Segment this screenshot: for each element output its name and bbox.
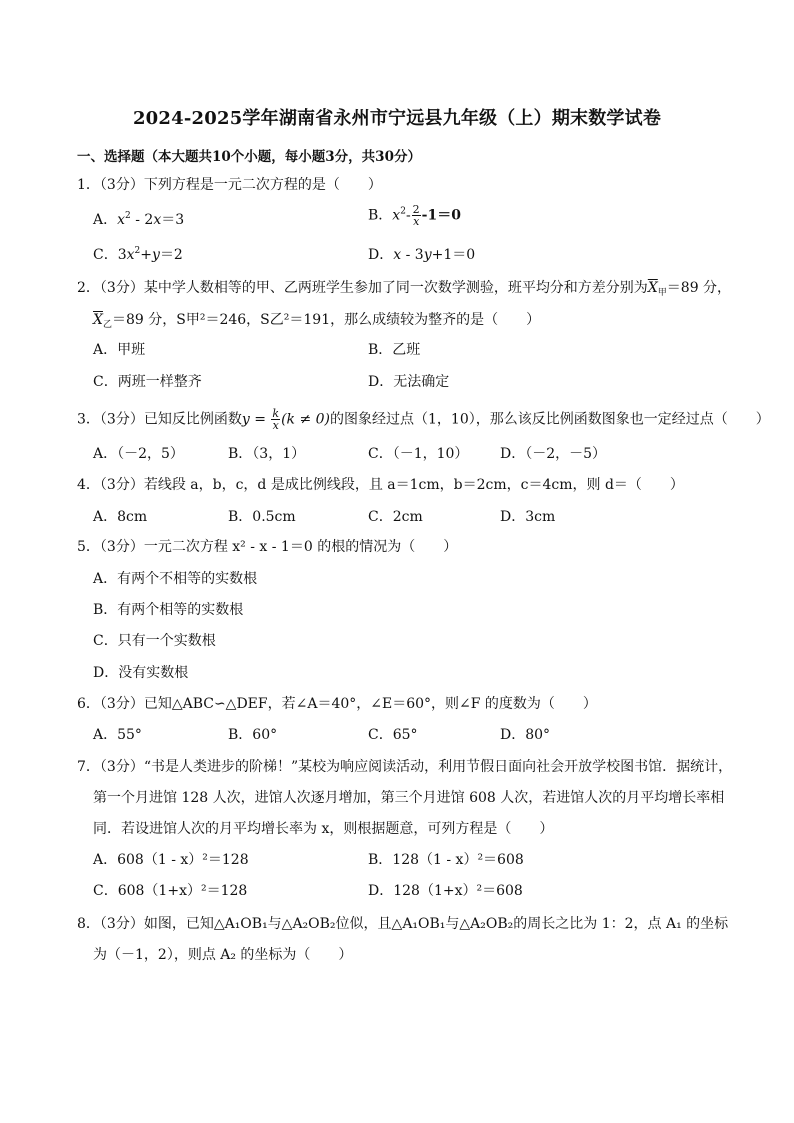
question-7-line-1: 7．（3分）“书是人类进步的阶梯！”某校为响应阅读活动，利用节假日面向社会开放学校图书馆．据统计， — [77, 759, 733, 775]
question-3-option-c: C．（－1，10） — [368, 446, 469, 462]
question-3-option-d: D．（－2，－5） — [500, 446, 607, 462]
question-6-stem: 6．（3分）已知△ABC∽△DEF，若∠A＝40°，∠E＝60°，则∠F 的度数为（ ） — [77, 696, 597, 712]
question-1-option-d: D．x - 3y+1＝0 — [368, 247, 476, 263]
question-3-option-b: B．（3，1） — [228, 446, 306, 462]
question-2-option-a: A．甲班 — [93, 342, 146, 358]
question-3-option-a: A．（－2，5） — [93, 446, 184, 462]
question-6-option-c: C．65° — [368, 727, 418, 743]
question-1-option-b: B．$x^2-$ $\frac{2}{x}$ -1＝0 — [368, 203, 461, 228]
question-7-option-b: B．128（1 - x）²＝608 — [368, 852, 524, 868]
page-title: 2024-2025学年湖南省永州市宁远县九年级（上）期末数学试卷 — [132, 108, 662, 129]
question-5-option-c: C．只有一个实数根 — [93, 633, 216, 649]
question-4-option-d: D．3cm — [500, 509, 556, 525]
question-5-stem: 5．（3分）一元二次方程 x² - x - 1＝0 的根的情况为（ ） — [77, 539, 458, 555]
question-4-option-c: C．2cm — [368, 509, 423, 525]
fraction: $\frac{k}{x}$ — [272, 407, 280, 432]
question-4-stem: 4．（3分）若线段 a，b，c，d 是成比例线段，且 a＝1cm，b＝2cm，c＝4cm，则 d＝（ ） — [77, 477, 684, 493]
question-7-option-a: A．608（1 - x）²＝128 — [93, 852, 249, 868]
question-1-option-a: A．$x^2 - 2x=3$ — [93, 211, 185, 228]
question-5-option-a: A．有两个不相等的实数根 — [93, 571, 258, 587]
question-4-option-b: B．0.5cm — [228, 509, 296, 525]
question-8-line-1: 8．（3分）如图，已知△A₁OB₁与△A₂OB₂位似，且△A₁OB₁与△A₂OB₂的周长之比为 1：2，点 A₁ 的坐标 — [77, 916, 729, 932]
question-4-option-a: A．8cm — [93, 509, 148, 525]
question-7-line-2: 第一个月进馆 128 人次，进馆人次逐月增加，第三个月进馆 608 人次，若进馆人次的月平均增长率相 — [93, 790, 725, 806]
question-6-option-b: B．60° — [228, 727, 278, 743]
question-5-option-b: B．有两个相等的实数根 — [93, 602, 244, 618]
question-2-line-2: $\overline{X}_乙=89$ 分，S甲²＝246，S乙²＝191，那么成绩较为整齐的是（ ） — [93, 312, 541, 330]
question-1-option-c: C．$3x^2+y=2$ — [93, 246, 183, 263]
question-2-option-d: D．无法确定 — [368, 374, 450, 390]
question-5-option-d: D．没有实数根 — [93, 665, 189, 681]
question-3-stem: 3．（3分）已知反比例函数y = $\frac{k}{x}$ (k ≠ 0)的图象经过点（1，10），那么该反比例函数图象也一定经过点（ ） — [77, 407, 770, 432]
question-7-option-c: C．608（1+x）²＝128 — [93, 883, 248, 899]
fraction: $\frac{2}{x}$ — [412, 203, 420, 228]
question-6-option-a: A．55° — [93, 727, 142, 743]
question-2-option-b: B．乙班 — [368, 342, 421, 358]
question-8-line-2: 为（－1，2），则点 A₂ 的坐标为（ ） — [93, 947, 353, 963]
question-1-stem: 1．（3分）下列方程是一元二次方程的是（ ） — [77, 177, 382, 193]
question-2-option-c: C．两班一样整齐 — [93, 374, 202, 390]
question-2-line-1: 2．（3分）某中学人数相等的甲、乙两班学生参加了同一次数学测验，班平均分和方差分别为$\overline{X}_甲=89$ 分， — [77, 280, 732, 298]
question-7-line-3: 同．若设进馆人次的月平均增长率为 x，则根据题意，可列方程是（ ） — [93, 821, 554, 837]
section-heading: 一、选择题（本大题共10个小题，每小题3分，共30分） — [77, 149, 421, 165]
question-7-option-d: D．128（1+x）²＝608 — [368, 883, 523, 899]
question-6-option-d: D．80° — [500, 727, 551, 743]
